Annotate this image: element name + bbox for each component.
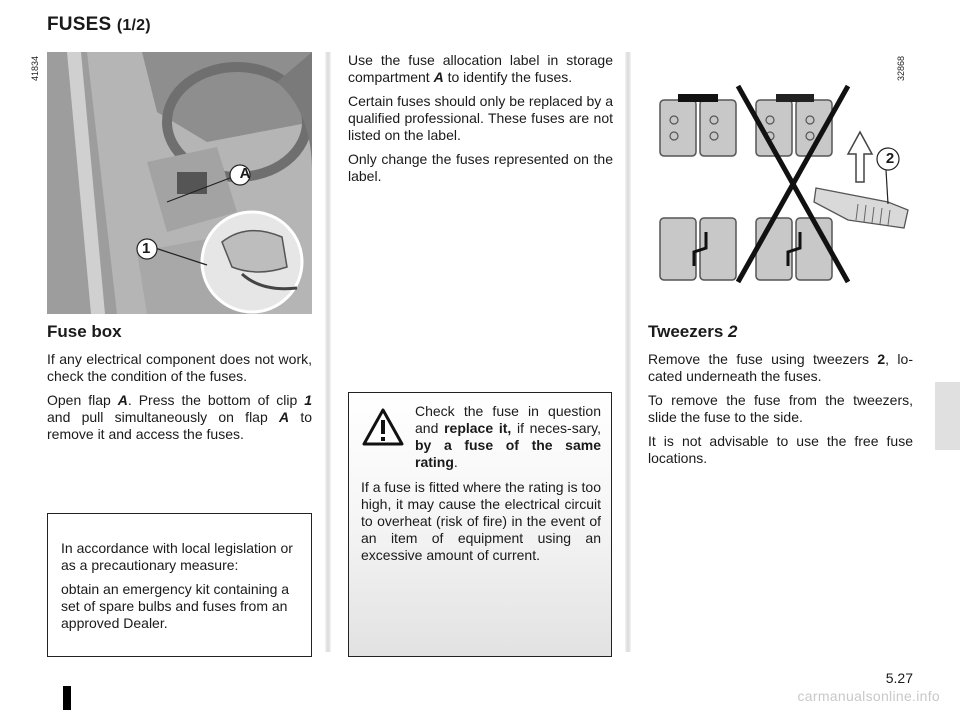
- column-divider: [625, 52, 631, 652]
- paragraph: Only change the fuses represented on the label.: [348, 151, 613, 184]
- warning-box: [348, 392, 612, 657]
- legislation-box: [47, 513, 312, 657]
- emphasis: replace it,: [444, 420, 512, 436]
- text: Open flap: [47, 392, 118, 408]
- paragraph: In accordance with local legislation or as a precautionary measure:: [61, 540, 293, 573]
- warning-text: [415, 403, 601, 471]
- clip-ref: 1: [304, 392, 312, 408]
- heading-ref: 2: [728, 322, 738, 341]
- column-divider: [325, 52, 331, 652]
- callout-a-label: A: [239, 165, 251, 182]
- compartment-ref: A: [433, 69, 444, 85]
- text: and pull simultaneously on flap: [47, 409, 279, 425]
- tweezers-section: [648, 322, 913, 474]
- text: to identify the fuses.: [443, 69, 573, 85]
- fuse-illustration: [648, 52, 913, 314]
- text: . Press the bottom of clip: [127, 392, 305, 408]
- flap-ref: A: [117, 392, 128, 408]
- page-title-text: FUSES: [47, 14, 112, 35]
- emphasis: by a fuse of the same rating: [415, 437, 601, 470]
- crop-mark: [63, 686, 71, 710]
- page-number: 5.27: [885, 670, 913, 686]
- paragraph: It is not advisable to use the free fuse locations.: [648, 433, 913, 466]
- figure-code: 32868: [896, 56, 906, 82]
- tweezers-ref: 2: [877, 351, 886, 367]
- figure-code: 41834: [30, 56, 40, 82]
- paragraph: [648, 351, 913, 385]
- warning-header: [361, 403, 601, 477]
- watermark: carmanualsonline.info: [797, 688, 940, 704]
- text: if neces-sary,: [511, 420, 601, 436]
- heading-text: Tweezers: [648, 322, 724, 341]
- paragraph: obtain an emergency kit containing a set of spare bulbs and fuses from an approved Dealer.: [61, 581, 290, 631]
- paragraph: [47, 392, 312, 443]
- dashboard-illustration: [47, 52, 312, 314]
- section-heading: Fuse box: [47, 322, 122, 341]
- section-heading: [648, 322, 913, 342]
- paragraph: To remove the fuse from the tweezers, slide the fuse to the side.: [648, 392, 913, 425]
- dashboard-figure: [47, 52, 312, 314]
- paragraph: Certain fuses should only be replaced by a qualified professional. These fuses are not listed on the label.: [348, 93, 613, 143]
- warning-icon: [361, 403, 411, 477]
- text: Use the fuse allocation label in storage compartment: [348, 52, 613, 85]
- text: to remove it and access the fuses.: [47, 409, 313, 442]
- section-tab: [935, 382, 960, 450]
- page-title: [47, 14, 151, 36]
- text: , lo-cated underneath the fuses.: [648, 351, 913, 384]
- paragraph: [348, 52, 613, 86]
- text: Check the fuse in question and: [415, 403, 601, 436]
- middle-column: [348, 52, 613, 192]
- callout-1-label: 1: [142, 240, 151, 257]
- text: .: [453, 454, 458, 470]
- callout-2-label: 2: [885, 150, 895, 167]
- fuse-box-section: [47, 322, 312, 450]
- text: Remove the fuse using tweezers: [648, 351, 878, 367]
- flap-ref: A: [278, 409, 290, 425]
- fuse-figure: [648, 52, 913, 314]
- paragraph: If any electrical component does not work, check the condition of the fuses.: [47, 351, 312, 384]
- paragraph: If a fuse is fitted where the rating is too high, it may cause the electrical circuit to overheat (risk of fire) in the event of an item of equipment using an excessive amount of current.: [361, 479, 601, 563]
- page-title-part: (1/2): [116, 17, 151, 34]
